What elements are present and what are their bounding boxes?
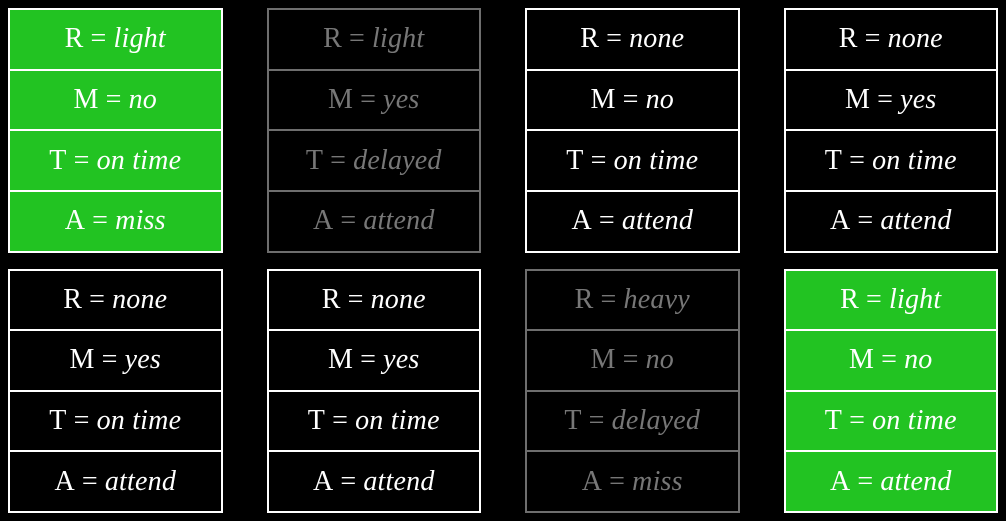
case-row (269, 131, 480, 192)
case-card (525, 8, 740, 253)
case-card (784, 8, 999, 253)
case-row (269, 10, 480, 71)
equals-sign: = (881, 344, 898, 376)
equals-sign: = (866, 283, 883, 315)
variable-key: A (581, 465, 603, 497)
variable-value: yes (383, 344, 420, 376)
variable-key: R (63, 283, 83, 315)
variable-key: M (73, 83, 99, 115)
variable-value: no (904, 344, 933, 376)
variable-value: light (372, 23, 425, 55)
variable-value: on time (872, 144, 957, 176)
equals-sign: = (340, 465, 357, 497)
case-row (527, 452, 738, 511)
variable-value: yes (900, 83, 937, 115)
variable-value: on time (613, 144, 699, 176)
case-row (269, 331, 480, 392)
case-row (269, 71, 480, 132)
variable-value: no (645, 83, 674, 115)
variable-key: A (829, 205, 851, 237)
variable-key: M (69, 344, 95, 376)
variable-value: miss (115, 205, 166, 237)
equals-sign: = (606, 23, 623, 55)
variable-key: M (845, 83, 871, 115)
variable-value: yes (124, 344, 161, 376)
variable-value: on time (96, 405, 182, 437)
case-row (786, 192, 997, 251)
equals-sign: = (609, 465, 626, 497)
equals-sign: = (332, 405, 349, 437)
equals-sign: = (588, 405, 605, 437)
case-row (786, 71, 997, 132)
case-row (10, 192, 221, 251)
case-row (786, 271, 997, 332)
case-card (8, 269, 223, 514)
variable-key: R (323, 23, 343, 55)
equals-sign: = (81, 465, 98, 497)
case-row (786, 10, 997, 71)
equals-sign: = (330, 144, 347, 176)
variable-key: A (64, 205, 86, 237)
variable-value: on time (872, 405, 957, 437)
case-card (784, 269, 999, 514)
equals-sign: = (857, 205, 874, 237)
equals-sign: = (73, 405, 90, 437)
equals-sign: = (857, 465, 874, 497)
variable-value: attend (104, 465, 177, 497)
variable-value: on time (96, 144, 182, 176)
equals-sign: = (877, 83, 894, 115)
variable-value: delayed (611, 405, 701, 437)
variable-key: T (824, 405, 843, 437)
equals-sign: = (89, 283, 106, 315)
variable-key: R (840, 283, 860, 315)
case-card (8, 8, 223, 253)
variable-key: T (566, 144, 584, 176)
variable-key: T (564, 405, 582, 437)
variable-key: M (328, 344, 354, 376)
variable-value: light (113, 23, 166, 55)
variable-value: none (629, 23, 685, 55)
equals-sign: = (340, 205, 357, 237)
equals-sign: = (360, 344, 377, 376)
equals-sign: = (622, 83, 639, 115)
variable-key: R (574, 283, 594, 315)
case-row (10, 331, 221, 392)
variable-key: T (305, 144, 324, 176)
case-row (10, 452, 221, 511)
variable-key: A (829, 465, 851, 497)
equals-sign: = (101, 344, 118, 376)
case-row (269, 392, 480, 453)
variable-key: T (307, 405, 326, 437)
equals-sign: = (92, 205, 109, 237)
equals-sign: = (73, 144, 90, 176)
equals-sign: = (849, 405, 866, 437)
variable-value: attend (880, 465, 952, 497)
equals-sign: = (360, 83, 377, 115)
case-row (10, 131, 221, 192)
variable-value: miss (632, 465, 683, 497)
case-row (527, 131, 738, 192)
variable-value: no (645, 344, 674, 376)
equals-sign: = (600, 283, 617, 315)
case-row (527, 392, 738, 453)
case-row (10, 392, 221, 453)
variable-value: attend (621, 205, 694, 237)
case-row (269, 452, 480, 511)
case-row (10, 10, 221, 71)
variable-key: A (312, 465, 334, 497)
case-row (786, 392, 997, 453)
case-row (527, 271, 738, 332)
variable-key: T (49, 144, 67, 176)
variable-value: on time (355, 405, 440, 437)
case-row (786, 331, 997, 392)
variable-key: M (590, 83, 616, 115)
variable-value: attend (363, 205, 435, 237)
variable-key: M (848, 344, 875, 376)
case-card (267, 8, 482, 253)
variable-value: none (887, 23, 943, 55)
case-row (269, 192, 480, 251)
variable-key: R (580, 23, 600, 55)
variable-value: yes (383, 83, 420, 115)
equals-sign: = (598, 205, 615, 237)
variable-value: attend (363, 465, 435, 497)
equals-sign: = (90, 23, 107, 55)
variable-value: heavy (623, 283, 690, 315)
equals-sign: = (590, 144, 607, 176)
equals-sign: = (349, 23, 366, 55)
variable-key: M (328, 83, 354, 115)
variable-key: A (54, 465, 75, 497)
case-row (269, 271, 480, 332)
variable-value: delayed (353, 144, 442, 176)
variable-value: none (112, 283, 168, 315)
equals-sign: = (864, 23, 881, 55)
variable-value: none (370, 283, 426, 315)
case-row (786, 131, 997, 192)
case-row (527, 71, 738, 132)
case-row (10, 271, 221, 332)
variable-key: T (49, 405, 67, 437)
case-row (786, 452, 997, 511)
equals-sign: = (347, 283, 364, 315)
equals-sign: = (105, 83, 122, 115)
variable-key: A (571, 205, 592, 237)
case-row (527, 10, 738, 71)
equals-sign: = (622, 344, 639, 376)
case-row (527, 192, 738, 251)
variable-key: R (838, 23, 858, 55)
variable-value: no (128, 83, 157, 115)
variable-value: attend (880, 205, 952, 237)
variable-key: R (321, 283, 341, 315)
case-card (267, 269, 482, 514)
case-row (527, 331, 738, 392)
variable-key: A (312, 205, 334, 237)
equals-sign: = (849, 144, 866, 176)
case-row (10, 71, 221, 132)
case-card (525, 269, 740, 514)
variable-key: R (64, 23, 84, 55)
variable-value: light (889, 283, 942, 315)
variable-key: M (590, 344, 616, 376)
variable-key: T (824, 144, 843, 176)
